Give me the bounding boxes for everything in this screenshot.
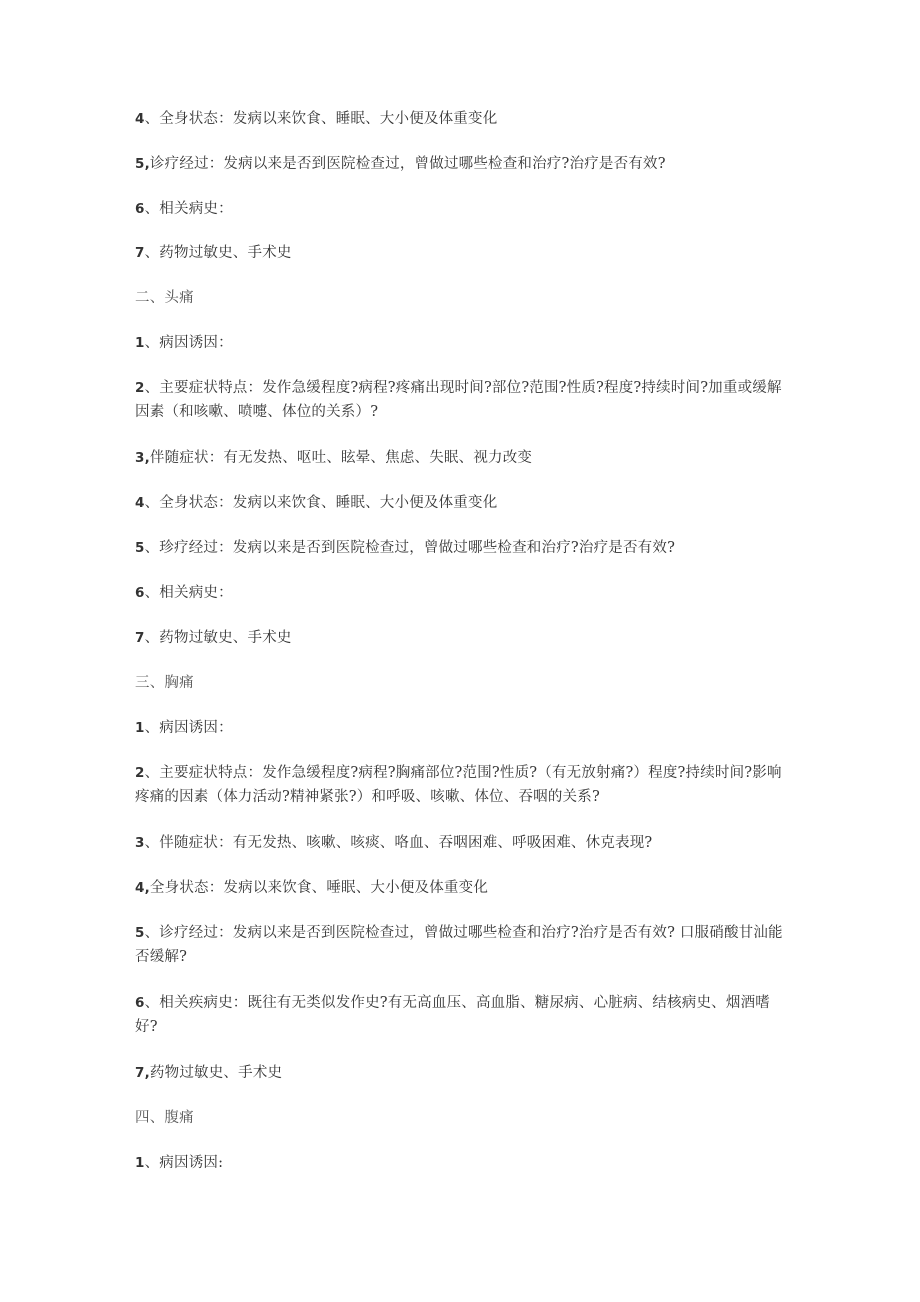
item-number: 6 (135, 201, 145, 217)
text-line (135, 716, 790, 740)
item-number: 4 (135, 111, 145, 127)
text-line (135, 1151, 790, 1175)
item-text: 、病因诱因： (144, 335, 233, 351)
text-line (135, 626, 790, 650)
item-number: 6 (135, 995, 145, 1011)
text-line (135, 331, 790, 355)
text-line (135, 491, 790, 515)
item-number: 3, (135, 450, 150, 466)
item-text: 诊疗经过：发病以来是否到医院检查过，曾做过哪些检查和治疗?治疗是否有效? (149, 156, 666, 172)
item-text: 、诊疗经过：发病以来是否到医院检查过，曾做过哪些检查和治疗?治疗是否有效? 口服硝酸甘汕能否缓解? (135, 925, 783, 965)
item-text: 、相关病史： (144, 201, 233, 217)
text-line (135, 1061, 790, 1085)
item-number: 4 (135, 495, 145, 511)
item-text: 、主要症状特点：发作急缓程度?病程?胸痛部位?范围?性质?（有无放射痛?）程度?持续时间?影响疼痛的因素（体力活动?精神紧张?）和呼吸、咳嗽、体位、吞咽的关系? (135, 765, 782, 805)
item-text: 、全身状态：发病以来饮食、睡眠、大小便及体重变化 (144, 495, 498, 511)
item-number: 6 (135, 585, 145, 601)
section-heading-text: 二、头痛 (135, 290, 194, 306)
item-number: 5 (135, 925, 145, 941)
item-text: 、相关病史： (144, 585, 233, 601)
item-number: 1 (135, 720, 145, 736)
item-number: 1 (135, 1155, 145, 1171)
item-text: 、药物过敏史、手术史 (144, 630, 292, 646)
item-number: 5 (135, 540, 145, 556)
section-heading-text: 四、腹痛 (135, 1110, 194, 1126)
text-line (135, 761, 790, 809)
item-number: 1 (135, 335, 145, 351)
text-line (135, 446, 790, 470)
text-line (135, 536, 790, 560)
item-text: 、珍疗经过：发病以来是否到医院检查过，曾做过哪些检查和治疗?治疗是否有效? (144, 540, 676, 556)
text-line (135, 152, 790, 176)
item-number: 2 (135, 380, 145, 396)
text-line (135, 876, 790, 900)
item-text: 、全身状态：发病以来饮食、睡眠、大小便及体重变化 (144, 111, 498, 127)
item-text: 、相关疾病史：既往有无类似发作史?有无高血压、高血脂、糖尿病、心脏病、结核病史、烟酒嗜好? (135, 995, 770, 1035)
section-heading-text: 三、胸痛 (135, 675, 194, 691)
text-line (135, 831, 790, 855)
text-line (135, 581, 790, 605)
item-number: 7, (135, 1065, 150, 1081)
text-line (135, 991, 790, 1039)
item-text: 全身状态：发病以来饮食、唾眠、大小便及体重变化 (149, 880, 489, 896)
item-text: 、伴随症状：有无发热、咳嗽、咳痰、咯血、吞咽困难、呼吸困难、休克表现? (144, 835, 653, 851)
item-text: 、主要症状特点：发作急缓程度?病程?疼痛出现时间?部位?范围?性质?程度?持续时间?加重或缓解因素（和咳嗽、喷嚏、体位的关系）? (135, 380, 782, 420)
item-number: 3 (135, 835, 145, 851)
item-number: 7 (135, 630, 145, 646)
item-text: 、药物过敏史、手术史 (144, 245, 292, 261)
section-heading (135, 671, 790, 695)
item-number: 2 (135, 765, 145, 781)
section-heading (135, 1106, 790, 1130)
item-number: 4, (135, 880, 150, 896)
text-line (135, 197, 790, 221)
item-number: 7 (135, 245, 145, 261)
text-line (135, 107, 790, 131)
item-text: 、病因诱因: (144, 1155, 224, 1171)
item-number: 5, (135, 156, 150, 172)
text-line (135, 241, 790, 265)
text-line (135, 921, 790, 969)
item-text: 、病因诱因： (144, 720, 233, 736)
text-line (135, 376, 790, 424)
section-heading (135, 286, 790, 310)
item-text: 伴随症状：有无发热、呕吐、眩晕、焦虑、失眠、视力改变 (149, 450, 533, 466)
item-text: 药物过敏史、手术史 (149, 1065, 283, 1081)
